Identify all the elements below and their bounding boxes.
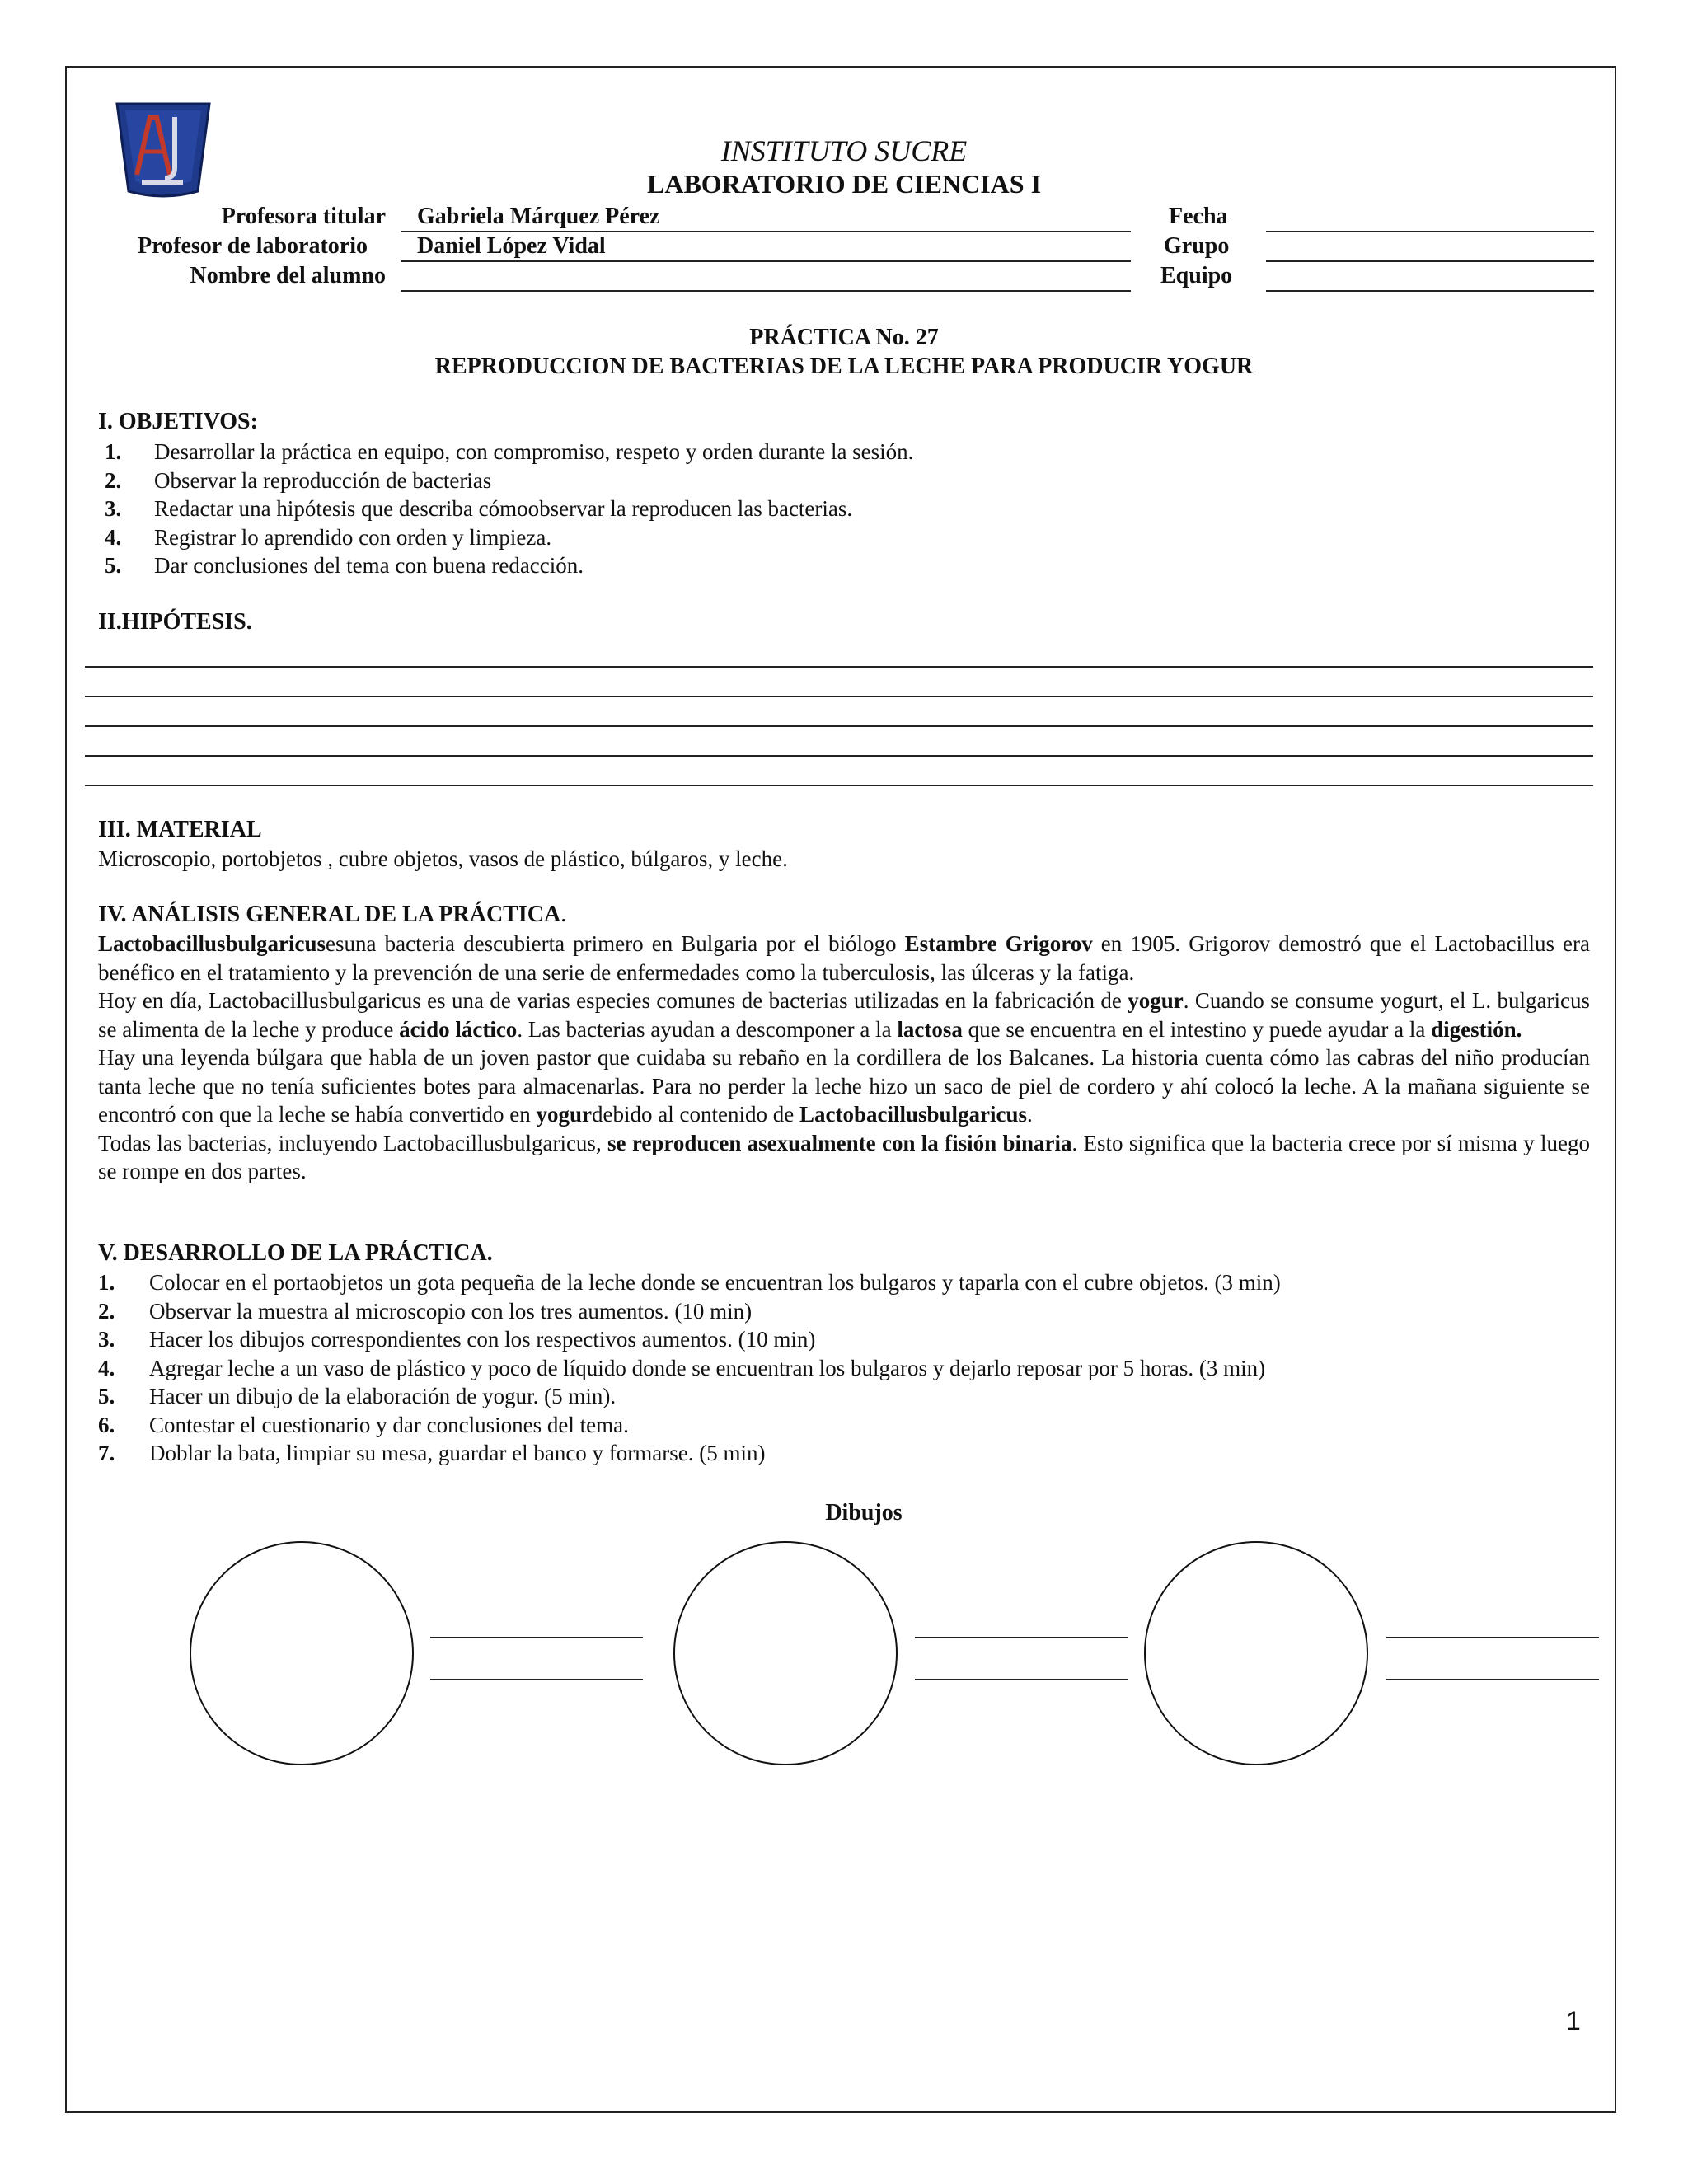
field-line [401,290,1131,292]
field-value-profesor-laboratorio[interactable]: Daniel López Vidal [417,233,606,259]
material-text: Microscopio, portobjetos , cubre objetos, vasos de plástico, búlgaros, y leche. [98,846,788,871]
drawing-label-line[interactable] [915,1637,1128,1638]
drawing-circle[interactable] [1144,1541,1368,1765]
drawing-label-line[interactable] [430,1637,643,1638]
hypothesis-heading: II.HIPÓTESIS. [98,609,252,635]
drawing-label-line[interactable] [915,1679,1128,1680]
analysis-paragraph: Lactobacillusbulgaricusesuna bacteria descubierta primero en Bulgaria por el biólogo Estambre Grigorov en 1905. Grigorov demostró que el Lactobacillus era benéfico en el tratamiento y la prevención de una serie de enfermedades como la tuberculosis, las úlceras y la fatiga. [98,931,1591,985]
analysis-paragraph: Hay una leyenda búlgara que habla de un joven pastor que cuidaba su rebaño en la cordillera de los Balcanes. La historia cuenta cómo las cabras del niño producían tanta leche que no tenía suficientes botes para almacenarlas. Para no perder la leche hizo un saco de piel de cordero y ahí colocó la leche. A la mañana siguiente se encontró con que la leche se había convertido en yogurdebido al contenido de Lactobacillusbulgaricus. [98,1045,1590,1127]
institution-name: INSTITUTO SUCRE [720,134,968,167]
field-line [401,260,1131,262]
drawing-label-line[interactable] [1386,1637,1599,1638]
drawing-circle[interactable] [673,1541,898,1765]
field-label-profesor-laboratorio: Profesor de laboratorio [138,233,368,259]
field-line [401,231,1131,232]
development-heading: V. DESARROLLO DE LA PRÁCTICA. [98,1240,493,1266]
objectives-heading: I. OBJETIVOS: [98,409,258,434]
analysis-paragraph: Hoy en día, Lactobacillusbulgaricus es una de varias especies comunes de bacterias utilizadas en la fabricación de yogur. Cuando se consume yogurt, el L. bulgaricus se alimenta de la leche y produce ácido láctico. Las bacterias ayudan a descomponer a la lactosa que se encuentra en el intestino y puede ayudar a la digestión. [98,988,1590,1042]
hypothesis-answer-line[interactable] [85,755,1593,757]
hypothesis-answer-line[interactable] [85,666,1593,668]
lab-name: LABORATORIO DE CIENCIAS I [646,169,1042,199]
analysis-body [98,930,1590,1186]
field-line [1266,290,1594,292]
field-label-grupo: Grupo [1164,233,1230,259]
drawing-label-line[interactable] [1386,1679,1599,1680]
drawings-heading: Dibujos [825,1500,903,1526]
page-number: 1 [1566,2006,1581,2036]
analysis-paragraph: Todas las bacterias, incluyendo Lactobacillusbulgaricus, se reproducen asexualmente con la fisión binaria. Esto significa que la bacteria crece por sí misma y luego se rompe en dos partes. [98,1130,1591,1183]
field-value-profesora-titular[interactable]: Gabriela Márquez Pérez [417,204,660,229]
hypothesis-answer-line[interactable] [85,725,1593,727]
practice-title: REPRODUCCION DE BACTERIAS DE LA LECHE PARA PRODUCIR YOGUR [434,354,1254,379]
analysis-heading: IV. ANÁLISIS GENERAL DE LA PRÁCTICA. [98,902,567,927]
practice-number: PRÁCTICA No. 27 [749,325,939,350]
hypothesis-answer-line[interactable] [85,696,1593,697]
drawing-label-line[interactable] [430,1679,643,1680]
field-line [1266,260,1594,262]
field-label-fecha: Fecha [1169,204,1228,229]
drawing-circle[interactable] [190,1541,414,1765]
field-label-equipo: Equipo [1160,263,1233,288]
material-heading: III. MATERIAL [98,817,262,842]
field-label-nombre-alumno: Nombre del alumno [190,263,386,288]
hypothesis-answer-line[interactable] [85,785,1593,786]
field-label-profesora-titular: Profesora titular [221,204,386,229]
field-line [1266,231,1594,232]
